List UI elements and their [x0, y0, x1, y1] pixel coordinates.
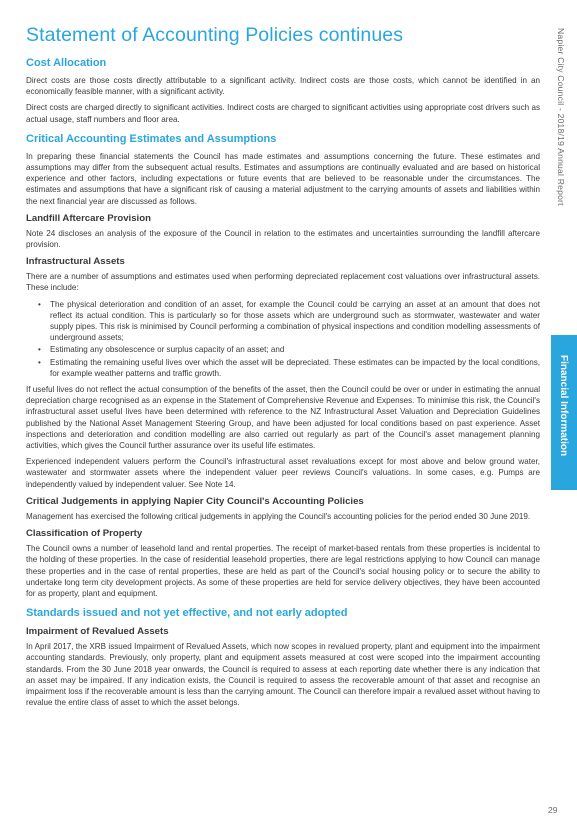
- subheading-impairment: Impairment of Revalued Assets: [26, 626, 169, 638]
- paragraph-useful-lives: If useful lives do not reflect the actual consumption of the benefits of the asset, then the Council could be over or under in estimating the annual depreciation charge recognised as an expense in the Statement of Comprehensive Revenue and Expenses. To minimise this risk, the Council's infrastructural asset useful lives have been determined with reference to the NZ Infrastructural Asset Valuation and Depreciation Guidelines published by the National Asset Management Steering Group, and have been adjusted for local conditions based on past experience. Asset inspections and deterioration and condition modelling are also carried out regularly as part of the Council's asset management planning activities, which gives the Council further assurance over its useful life estimates.: [26, 385, 540, 451]
- paragraph-critical-estimates: In preparing these financial statements the Council has made estimates and assumptions concerning the future. These estimates and assumptions may differ from the subsequent actual results. Estimates and assumptions are continually evaluated and are based on historical experience and other factors, including expectations or future events that are believed to be reasonable under the circumstances. The estimates and assumptions that have a significant risk of causing a material adjustment to the carrying amounts of assets and liabilities within the next financial year are discussed as follows.: [26, 151, 540, 206]
- bullet-item: [36, 344, 540, 355]
- bullet-item: [36, 299, 540, 344]
- paragraph-cost-allocation-1: Direct costs are those costs directly attributable to a significant activity. Indirect costs are those costs, which cannot be identified in an economically feasible manner, with a significant activity.: [26, 76, 540, 97]
- bullet-icon: •: [38, 345, 41, 355]
- heading-standards: Standards issued and not yet effective, and not early adopted: [26, 607, 348, 620]
- page-title: Statement of Accounting Policies continues: [26, 24, 404, 46]
- bullet-icon: •: [38, 299, 41, 309]
- bullet-icon: •: [38, 357, 41, 367]
- paragraph-landfill: Note 24 discloses an analysis of the exposure of the Council in relation to the estimates and uncertainties surrounding the landfill aftercare provision.: [26, 228, 540, 250]
- bullet-text: Estimating any obsolescence or surplus capacity of an asset; and: [50, 345, 285, 355]
- paragraph-critical-judgements: Management has exercised the following critical judgements in applying the Council's accounting policies for the period ended 30 June 2019.: [26, 511, 531, 521]
- subheading-landfill: Landfill Aftercare Provision: [26, 212, 151, 224]
- report-side-label-text: Napier City Council - 2018/19 Annual Report: [556, 28, 566, 206]
- bullet-item: [36, 357, 540, 379]
- page-number: 29: [548, 805, 558, 815]
- page-content: [26, 22, 540, 713]
- paragraph-valuers: Experienced independent valuers perform the Council's infrastructural asset revaluations except for most above and below ground water, wastewater and stormwater assets where the independent valuer peer reviews Council's valuations. In some cases, e.g. Pumps are independently valued by independent valuer. See Note 14.: [26, 457, 540, 489]
- subheading-critical-judgements: Critical Judgements in applying Napier City Council's Accounting Policies: [26, 495, 364, 507]
- paragraph-cost-allocation-2: Direct costs are charged directly to significant activities. Indirect costs are charged to significant activities using appropriate cost drivers such as actual usage, staff numbers and floor area.: [26, 103, 540, 124]
- subheading-infrastructural: Infrastructural Assets: [26, 256, 125, 268]
- paragraph-classification-property: The Council owns a number of leasehold land and rental properties. The receipt of market-based rentals from these properties is incidental to the holding of these properties. In the case of residential leasehold properties, there are legal restrictions applying to how Council can manage these properties and in the case of rental properties, these are held as part of the Council's social housing policy or to secure the ability to undertake long term city development projects. As some of these properties are held for service delivery objectives, they have been accounted for as property, plant and equipment.: [26, 544, 540, 598]
- heading-cost-allocation: Cost Allocation: [26, 57, 107, 69]
- section-tab-label: Financial Information: [558, 355, 569, 457]
- report-side-label: [556, 28, 570, 248]
- paragraph-impairment: In April 2017, the XRB issued Impairment of Revalued Assets, which now scopes in revalued property, plant and equipment into the impairment accounting standards. Previously, only property, plant and equipment assets measured at cost were scoped into the impairment accounting standards. From the 30 June 2018 year onwards, the Council is required to assess at each reporting date whether there is any indication that an asset may be impaired. If any indication exists, the Council is required to assess the recoverable amount of that asset and recognise an impairment loss if the recoverable amount is less than the carrying amount. The Council can therefore impair a revalued asset without having to revalue the entire class of asset to which the asset belongs.: [26, 642, 540, 708]
- bullet-text: The physical deterioration and condition of an asset, for example the Council could be carrying an asset at an amount that does not reflect its actual condition. This is particularly so for those assets which are underground such as stormwater, wastewater and water supply pipes. This risk is minimised by Council performing a combination of physical inspections and condition modelling assessments of underground assets;: [50, 299, 540, 343]
- section-tab-financial-information: [551, 335, 577, 490]
- subheading-classification-property: Classification of Property: [26, 528, 143, 540]
- paragraph-infrastructural-intro: There are a number of assumptions and estimates used when performing depreciated replacement cost valuations over infrastructural assets. These include:: [26, 272, 540, 293]
- bullet-text: Estimating the remaining useful lives over which the asset will be depreciated. These estimates can be impacted by the local conditions, for example weather patterns and traffic growth.: [50, 357, 540, 378]
- infrastructural-bullet-list: [26, 299, 540, 379]
- heading-critical-estimates: Critical Accounting Estimates and Assumptions: [26, 132, 277, 145]
